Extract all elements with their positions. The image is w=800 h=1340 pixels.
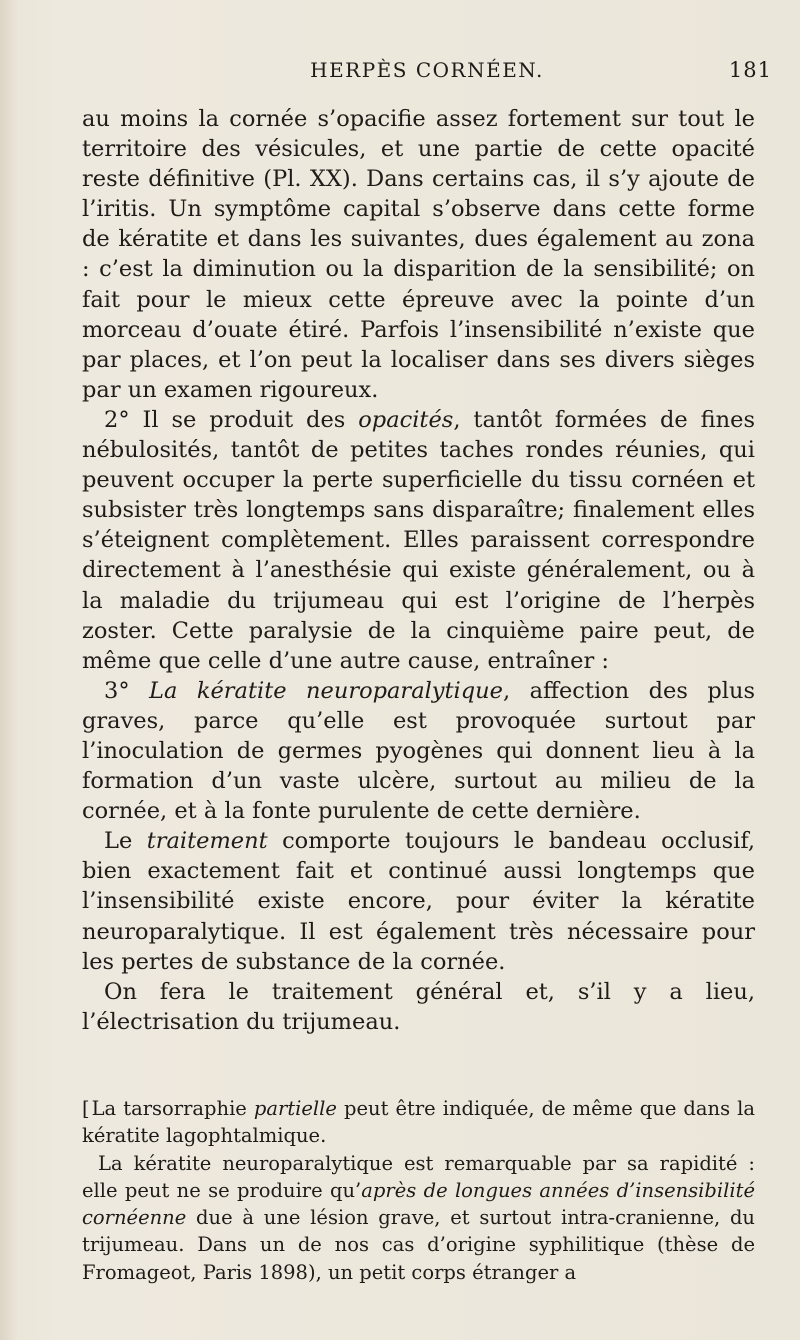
paragraph-treatment-rest: comporte toujours le bandeau occlusif, bien exactement fait et continué aussi longtemps que l’insensibilité existe encore, pour éviter la kératite neuroparalytique. Il est également très nécessaire pour les pertes de substance de la cornée. bbox=[82, 828, 755, 975]
main-text bbox=[82, 104, 755, 1037]
paragraph-neuroparalytic-rest: , affection des plus graves, parce qu’elle est provoquée surtout par l’inoculation de germes pyogènes qui donnent lieu à la formation d’un vaste ulcère, surtout au milieu de la cornée, et à la fonte purulente de cette dernière. bbox=[82, 677, 755, 825]
opening-bracket: [ bbox=[82, 1097, 90, 1120]
note-tarsorraphy-start: La tarsorraphie bbox=[91, 1097, 254, 1120]
paragraph-opacities bbox=[82, 405, 755, 676]
page-header bbox=[82, 58, 772, 88]
paragraph-neuroparalytic bbox=[82, 676, 755, 826]
paragraph-opacities-emphasis: opacités bbox=[358, 406, 454, 433]
paragraph-continued: au moins la cornée s’opacifie assez fortement sur tout le territoire des vésicules, et une partie de cette opacité reste définitive (Pl. XX). Dans certains cas, il s’y ajoute de l’iritis. Un symptôme capital s’observe dans cette forme de kératite et dans les suivantes, dues également au zona : c’est la diminution ou la disparition de la sensibilité; on fait pour le mieux cette épreuve avec la pointe d’un morceau d’ouate étiré. Parfois l’insensibilité n’existe que par places, et l’on peut la localiser dans ses divers sièges par un examen rigoureux. bbox=[82, 106, 755, 403]
note-rapidity-emphasis: après de longues années d’insensibilité cornéenne bbox=[82, 1178, 755, 1230]
note-tarsorraphy-emphasis: partielle bbox=[253, 1097, 337, 1120]
note-tarsorraphy-rest: peut être indiquée, de même que dans la kératite lagophtalmique. bbox=[82, 1097, 755, 1148]
paragraph-neuroparalytic-number: 3° bbox=[104, 677, 150, 704]
paragraph-treatment-emphasis: traitement bbox=[146, 828, 268, 855]
note-rapidity-rest: due à une lésion grave, et surtout intra-cranienne, du trijumeau. Dans un de nos cas d’origine syphilitique (thèse de Fromageot, Paris 1898), un petit corps étranger a bbox=[82, 1206, 755, 1284]
page-number: 181 bbox=[728, 58, 772, 82]
paragraph-neuroparalytic-emphasis: La kératite neuroparalytique bbox=[149, 677, 503, 704]
paragraph-treatment bbox=[82, 826, 755, 976]
paragraph-opacities-start: 2° Il se produit des bbox=[104, 406, 359, 433]
paragraph-opacities-rest: , tantôt formées de fines nébulosités, tantôt de petites taches rondes réunies, qui peuvent occuper la perte superficielle du tissu cornéen et subsister très longtemps sans disparaître; finalement elles s’éteignent complètement. Elles paraissent correspondre directement à l’anesthésie qui existe généralement, ou à la maladie du trijumeau qui est l’origine de l’herpès zoster. Cette paralysie de la cinquième paire peut, de même que celle d’une autre cause, entraîner : bbox=[82, 406, 756, 674]
running-title: HERPÈS CORNÉEN. bbox=[310, 58, 544, 82]
bracketed-notes bbox=[82, 1095, 755, 1286]
paragraph-treatment-start: Le bbox=[104, 828, 147, 855]
note-tarsorraphy bbox=[82, 1095, 755, 1150]
paragraph-general-treatment: On fera le traitement général et, s’il y a lieu, l’électrisation du trijumeau. bbox=[82, 978, 755, 1035]
note-rapidity-start: La kératite neuroparalytique est remarquable par sa rapidité : elle peut ne se produire qu’ bbox=[82, 1151, 755, 1202]
note-rapidity bbox=[82, 1150, 755, 1286]
